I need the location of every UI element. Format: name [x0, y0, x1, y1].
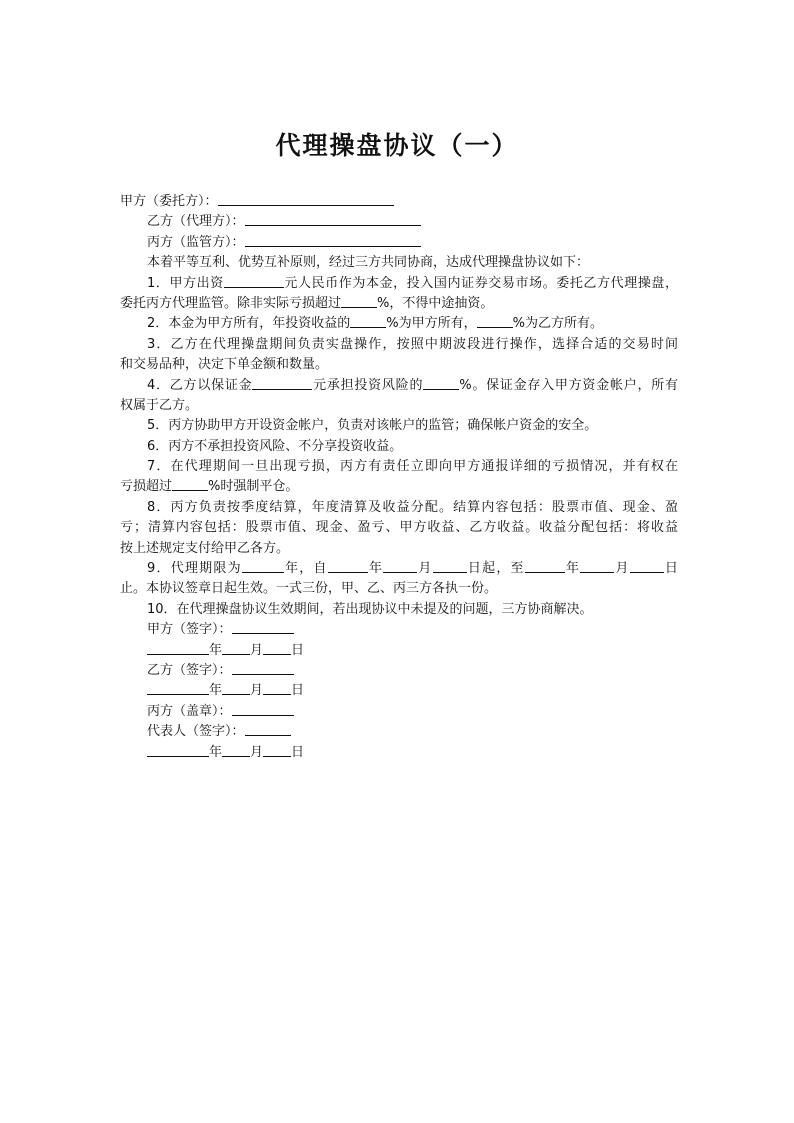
- party-b-date-line: 年 月 日: [120, 681, 678, 701]
- representative-signature-line: 代表人（签字）：: [120, 722, 678, 742]
- clause-1-line-1: 1．甲方出资 元人民币作为本金，投入国内证券交易市场。委托乙方代理操盘，: [147, 275, 678, 291]
- party-c-line: 丙方（监管方）：: [120, 233, 678, 253]
- party-a-blank: [218, 192, 394, 206]
- party-a-share-blank: [350, 314, 386, 328]
- clause-7-line-2: 亏损超过 %时强制平仓。: [120, 479, 299, 495]
- clause-8-line-2: 亏；清算内容包括：股票市值、现金、盈亏、甲方收益、乙方收益。收益分配包括：将收益: [120, 520, 678, 536]
- party-c-blank: [245, 233, 421, 247]
- party-c-seal-blank: [232, 702, 294, 716]
- clause-10-line: 10．在代理操盘协议生效期间，若出现协议中未提及的问题，三方协商解决。: [147, 601, 593, 617]
- party-c-seal-line: 丙方（盖章）：: [120, 702, 678, 722]
- clause-8-line-1: 8．丙方负责按季度结算，年度清算及收益分配。结算内容包括：股票市值、现金、盈: [147, 499, 678, 515]
- clause-8-line-3: 按上述规定支付给甲乙各方。: [120, 540, 290, 556]
- party-b-share-blank: [477, 314, 513, 328]
- page-title: 代理操盘协议（一）: [275, 131, 519, 160]
- clause-4-line-1: 4．乙方以保证金 元承担投资风险的 %。保证金存入甲方资金帐户，所有: [147, 377, 678, 393]
- party-a-day-blank: [263, 641, 291, 655]
- end-day-blank: [630, 559, 664, 573]
- party-c-year-blank: [147, 743, 209, 757]
- party-a-date-line: 年 月 日: [120, 641, 678, 661]
- party-b-signature-blank: [232, 661, 294, 675]
- start-month-blank: [383, 559, 417, 573]
- clause-2-line: 2．本金为甲方所有，年投资收益的 %为甲方所有， %为乙方所有。: [147, 316, 603, 332]
- party-a-line: 甲方（委托方）：: [120, 192, 678, 212]
- clause-3-line-1: 3．乙方在代理操盘期间负责实盘操作，按照中期波段进行操作，选择合适的交易时间: [147, 336, 678, 352]
- clause-1-line-2: 委托丙方代理监管。除非实际亏损超过 %，不得中途抽资。: [120, 295, 494, 311]
- clause-9-line-2: 止。本协议签章日起生效。一式三份，甲、乙、丙三方各执一份。: [120, 581, 498, 597]
- party-c-day-blank: [263, 743, 291, 757]
- party-a-year-blank: [147, 641, 209, 655]
- end-year-blank: [525, 559, 565, 573]
- party-c-date-line: 年 月 日: [120, 743, 678, 763]
- forced-liquidation-blank: [172, 477, 208, 491]
- party-b-blank: [245, 212, 421, 226]
- start-year-blank: [328, 559, 368, 573]
- clause-9-line-1: 9．代理期限为 年，自 年 月 日起，至 年 月 日: [147, 561, 678, 577]
- party-b-day-blank: [263, 681, 291, 695]
- agreement-body: [120, 192, 678, 763]
- representative-signature-blank: [245, 722, 291, 736]
- end-month-blank: [580, 559, 614, 573]
- term-years-blank: [242, 559, 284, 573]
- party-b-year-blank: [147, 681, 209, 695]
- deposit-amount-blank: [252, 376, 312, 390]
- clause-5-line: 5．丙方协助甲方开设资金帐户，负责对该帐户的监管；确保帐户资金的安全。: [147, 418, 598, 434]
- clause-4-line-2: 权属于乙方。: [120, 397, 199, 413]
- capital-amount-blank: [224, 274, 284, 288]
- start-day-blank: [433, 559, 467, 573]
- party-a-signature-blank: [232, 620, 294, 634]
- party-a-month-blank: [222, 641, 250, 655]
- party-b-month-blank: [222, 681, 250, 695]
- party-a-signature-line: 甲方（签字）：: [120, 620, 678, 640]
- clause-6-line: 6．丙方不承担投资风险、不分享投资收益。: [147, 438, 403, 454]
- party-b-signature-line: 乙方（签字）：: [120, 661, 678, 681]
- loss-limit-blank: [341, 294, 377, 308]
- clause-3-line-2: 和交易品种，决定下单金额和数量。: [120, 357, 329, 373]
- clause-7-line-1: 7．在代理期间一旦出现亏损，丙方有责任立即向甲方通报详细的亏损情况，并有权在: [147, 459, 678, 475]
- party-b-line: 乙方（代理方）：: [120, 212, 678, 232]
- party-c-month-blank: [222, 743, 250, 757]
- intro-line: 本着平等互利、优势互补原则，经过三方共同协商，达成代理操盘协议如下：: [147, 255, 590, 271]
- risk-share-blank: [423, 376, 459, 390]
